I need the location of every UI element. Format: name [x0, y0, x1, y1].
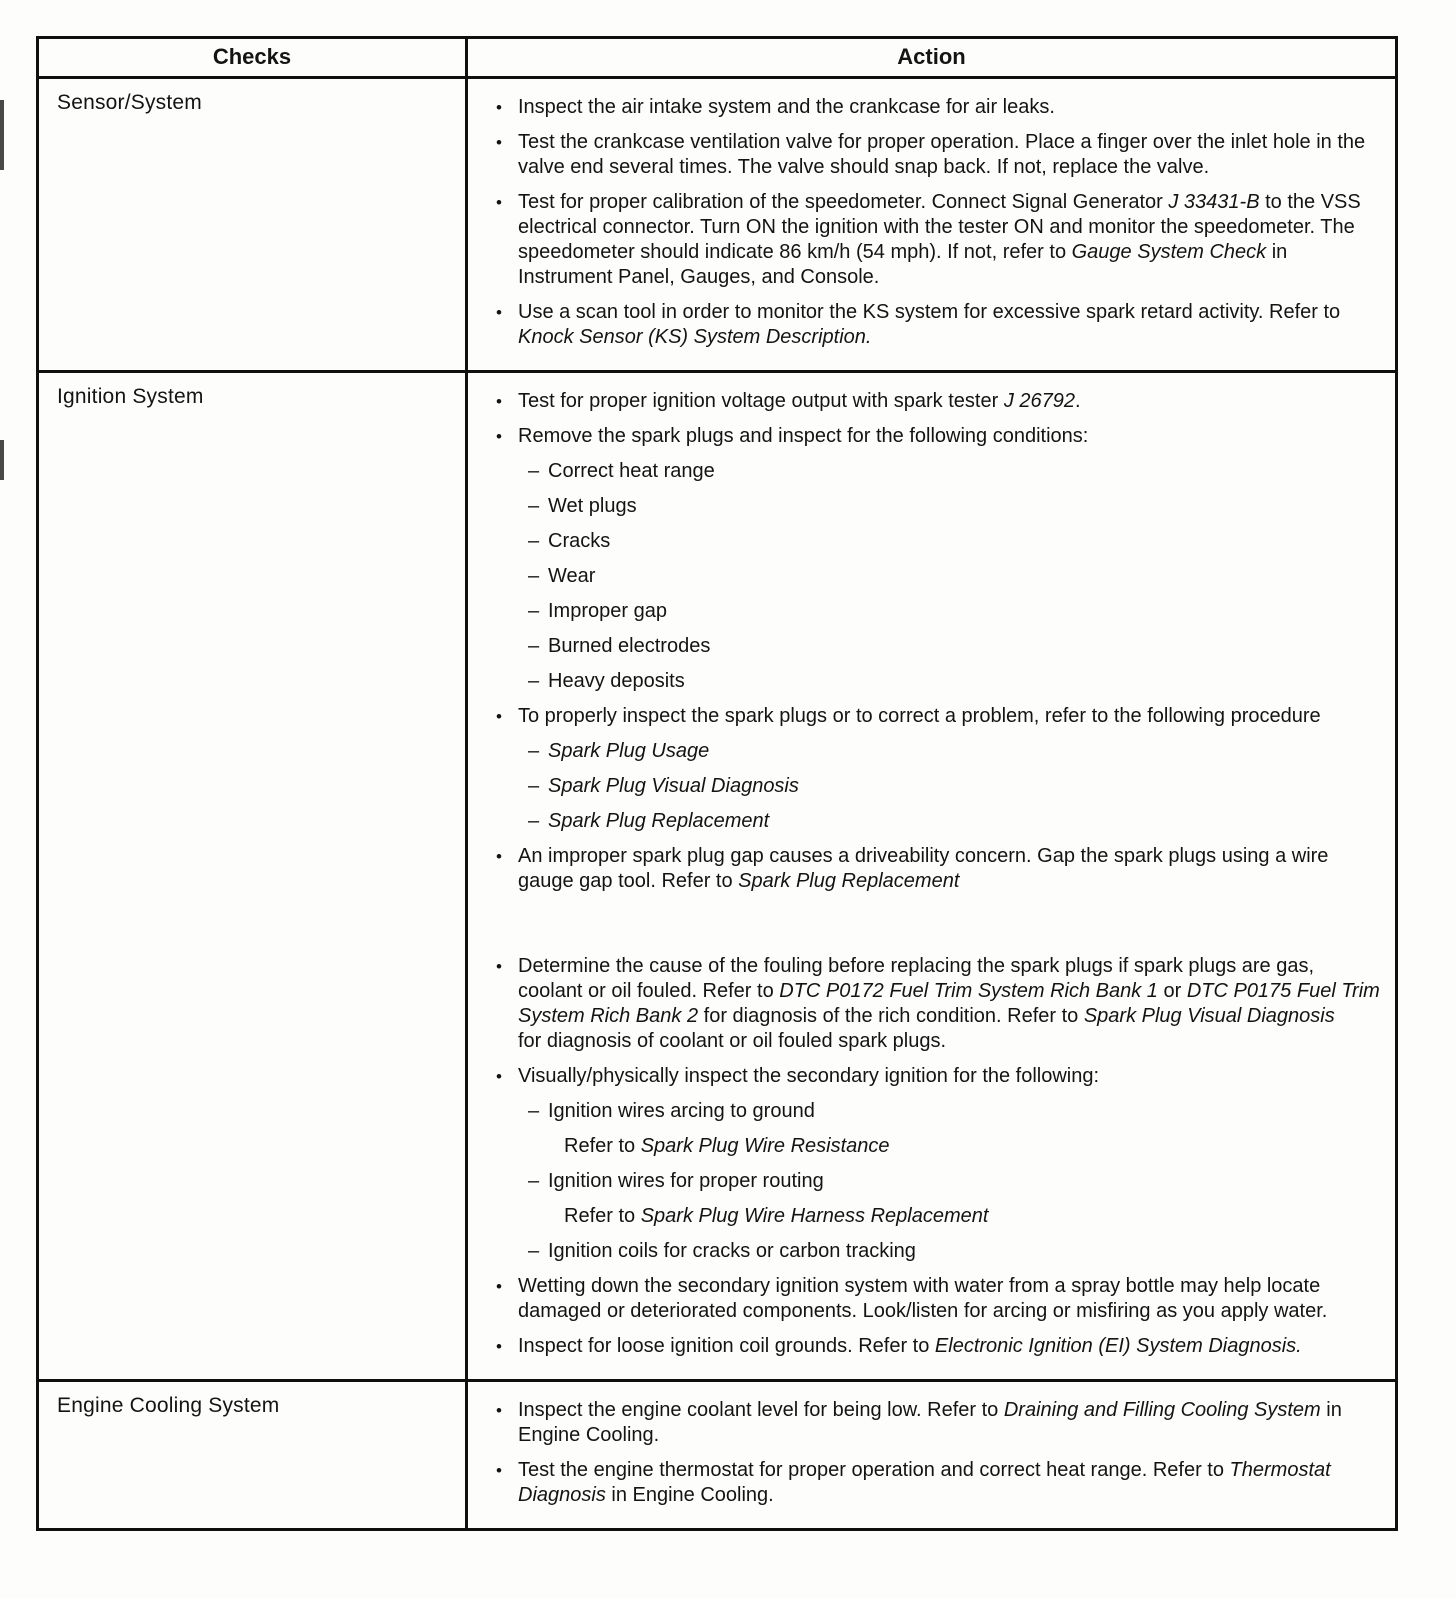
action-item-text: Improper gap — [548, 600, 667, 622]
action-item-text: Correct heat range — [548, 460, 715, 482]
action-item-bullet — [468, 704, 1381, 729]
bullet-marker-icon: • — [496, 303, 502, 322]
bullet-marker-icon: • — [496, 1067, 502, 1086]
action-item-spacer — [468, 904, 1381, 944]
action-item-dash — [468, 599, 1381, 624]
action-item-dash — [468, 459, 1381, 484]
action-item-text: Spark Plug Replacement — [548, 810, 770, 832]
action-item-bullet — [468, 389, 1381, 414]
bullet-marker-icon: • — [496, 1461, 502, 1480]
dash-marker-icon: – — [528, 775, 540, 797]
scan-artifact — [0, 440, 4, 480]
action-item-dash — [468, 774, 1381, 799]
action-item-text: Ignition wires for proper routing — [548, 1170, 824, 1192]
dash-marker-icon: – — [528, 460, 540, 482]
bullet-marker-icon: • — [496, 193, 502, 212]
action-item-text: Visually/physically inspect the secondary ignition for the following: — [518, 1065, 1100, 1087]
bullet-marker-icon: • — [496, 1277, 502, 1296]
dash-marker-icon: – — [528, 740, 540, 762]
action-item-text: Ignition coils for cracks or carbon tracking — [548, 1240, 916, 1262]
table-body — [38, 78, 1397, 1530]
action-item-dash — [468, 1099, 1381, 1124]
dash-marker-icon: – — [528, 600, 540, 622]
bullet-marker-icon: • — [496, 98, 502, 117]
action-item-text: Inspect for loose ignition coil grounds. Refer to Electronic Ignition (EI) System Diagnosis. — [518, 1335, 1302, 1357]
action-item-dash — [468, 809, 1381, 834]
table-row — [38, 372, 1397, 1381]
action-item-text: Heavy deposits — [548, 670, 685, 692]
action-item-dash — [468, 634, 1381, 659]
table-row — [38, 78, 1397, 372]
check-cell-label: Sensor/System — [38, 78, 467, 372]
action-item-text: Inspect the air intake system and the crankcase for air leaks. — [518, 96, 1055, 118]
action-item-bullet — [468, 1398, 1381, 1448]
action-item-bullet — [468, 1458, 1381, 1508]
action-item-bullet — [468, 954, 1381, 1054]
checks-column-header: Checks — [38, 38, 467, 78]
action-item-text: Ignition wires arcing to ground — [548, 1100, 815, 1122]
action-item-dash — [468, 564, 1381, 589]
action-item-text: An improper spark plug gap causes a driveability concern. Gap the spark plugs using a wire gauge gap tool. Refer to Spark Plug Replacement — [518, 845, 1329, 892]
action-item-dash — [468, 669, 1381, 694]
bullet-marker-icon: • — [496, 427, 502, 446]
action-item-dash — [468, 1169, 1381, 1194]
dash-marker-icon: – — [528, 1170, 540, 1192]
bullet-marker-icon: • — [496, 1401, 502, 1420]
action-item-dash — [468, 494, 1381, 519]
bullet-marker-icon: • — [496, 957, 502, 976]
check-cell-label: Engine Cooling System — [38, 1381, 467, 1530]
action-item-bullet — [468, 190, 1381, 290]
action-item-text: Spark Plug Usage — [548, 740, 710, 762]
action-item-text: Wear — [548, 565, 596, 587]
action-item-bullet — [468, 130, 1381, 180]
action-item-bullet — [468, 1334, 1381, 1359]
table-header-row — [38, 38, 1397, 78]
dash-marker-icon: – — [528, 635, 540, 657]
check-cell-label: Ignition System — [38, 372, 467, 1381]
action-item-bullet — [468, 300, 1381, 350]
dash-marker-icon: – — [528, 1240, 540, 1262]
action-item-text: Test the engine thermostat for proper operation and correct heat range. Refer to Thermostat Diagnosis in Engine Cooling. — [518, 1459, 1331, 1506]
action-item-bullet — [468, 844, 1381, 894]
action-item-text: Test for proper calibration of the speedometer. Connect Signal Generator J 33431-B to the VSS electrical connector. Turn ON the ignition with the tester ON and monitor the speedometer. The speedometer should indicate 86 km/h (54 mph). If not, refer to Gauge System Check in Instrument Panel, Gauges, and Console. — [518, 191, 1361, 288]
action-item-text: Determine the cause of the fouling before replacing the spark plugs if spark plugs are gas, coolant or oil fouled. Refer to DTC P0172 Fuel Trim System Rich Bank 1 or DTC P0175 Fuel Trim System Rich Bank 2 for diagnosis of the rich condition. Refer to Spark Plug Visual Diagnosis for diagnosis of coolant or oil fouled spark plugs. — [518, 955, 1380, 1052]
action-item-bullet — [468, 1274, 1381, 1324]
dash-marker-icon: – — [528, 495, 540, 517]
action-item-text: Wetting down the secondary ignition system with water from a spray bottle may help locate damaged or deteriorated components. Look/listen for arcing or misfiring as you apply water. — [518, 1275, 1328, 1322]
dash-marker-icon: – — [528, 670, 540, 692]
action-item-text: Wet plugs — [548, 495, 637, 517]
bullet-marker-icon: • — [496, 133, 502, 152]
action-item-text: Use a scan tool in order to monitor the KS system for excessive spark retard activity. Refer to Knock Sensor (KS) System Description. — [518, 301, 1341, 348]
action-item-bullet — [468, 1064, 1381, 1089]
action-item-text: Refer to Spark Plug Wire Resistance — [564, 1135, 890, 1157]
action-item-text: Cracks — [548, 530, 611, 552]
checks-action-table — [36, 36, 1398, 1531]
action-item-dash — [468, 1239, 1381, 1264]
action-item-text: Refer to Spark Plug Wire Harness Replacement — [564, 1205, 989, 1227]
action-item-bullet — [468, 424, 1381, 449]
action-item-text: Remove the spark plugs and inspect for the following conditions: — [518, 425, 1089, 447]
action-item-dash — [468, 739, 1381, 764]
action-column-header: Action — [467, 38, 1397, 78]
action-item-refer — [468, 1204, 1381, 1229]
action-item-dash — [468, 529, 1381, 554]
scan-artifact — [0, 100, 4, 170]
action-item-text: Burned electrodes — [548, 635, 711, 657]
dash-marker-icon: – — [528, 810, 540, 832]
action-item-text: Spark Plug Visual Diagnosis — [548, 775, 799, 797]
bullet-marker-icon: • — [496, 707, 502, 726]
bullet-marker-icon: • — [496, 392, 502, 411]
action-cell — [467, 78, 1397, 372]
action-cell — [467, 1381, 1397, 1530]
dash-marker-icon: – — [528, 530, 540, 552]
action-item-refer — [468, 1134, 1381, 1159]
action-item-bullet — [468, 95, 1381, 120]
bullet-marker-icon: • — [496, 847, 502, 866]
action-item-text: Inspect the engine coolant level for being low. Refer to Draining and Filling Cooling System in Engine Cooling. — [518, 1399, 1342, 1446]
dash-marker-icon: – — [528, 565, 540, 587]
action-item-text: Test the crankcase ventilation valve for proper operation. Place a finger over the inlet hole in the valve end several times. The valve should snap back. If not, replace the valve. — [518, 131, 1366, 178]
dash-marker-icon: – — [528, 1100, 540, 1122]
bullet-marker-icon: • — [496, 1337, 502, 1356]
table-row — [38, 1381, 1397, 1530]
action-item-text: Test for proper ignition voltage output with spark tester J 26792. — [518, 390, 1081, 412]
action-item-text: To properly inspect the spark plugs or to correct a problem, refer to the following procedure — [518, 705, 1321, 727]
action-cell — [467, 372, 1397, 1381]
